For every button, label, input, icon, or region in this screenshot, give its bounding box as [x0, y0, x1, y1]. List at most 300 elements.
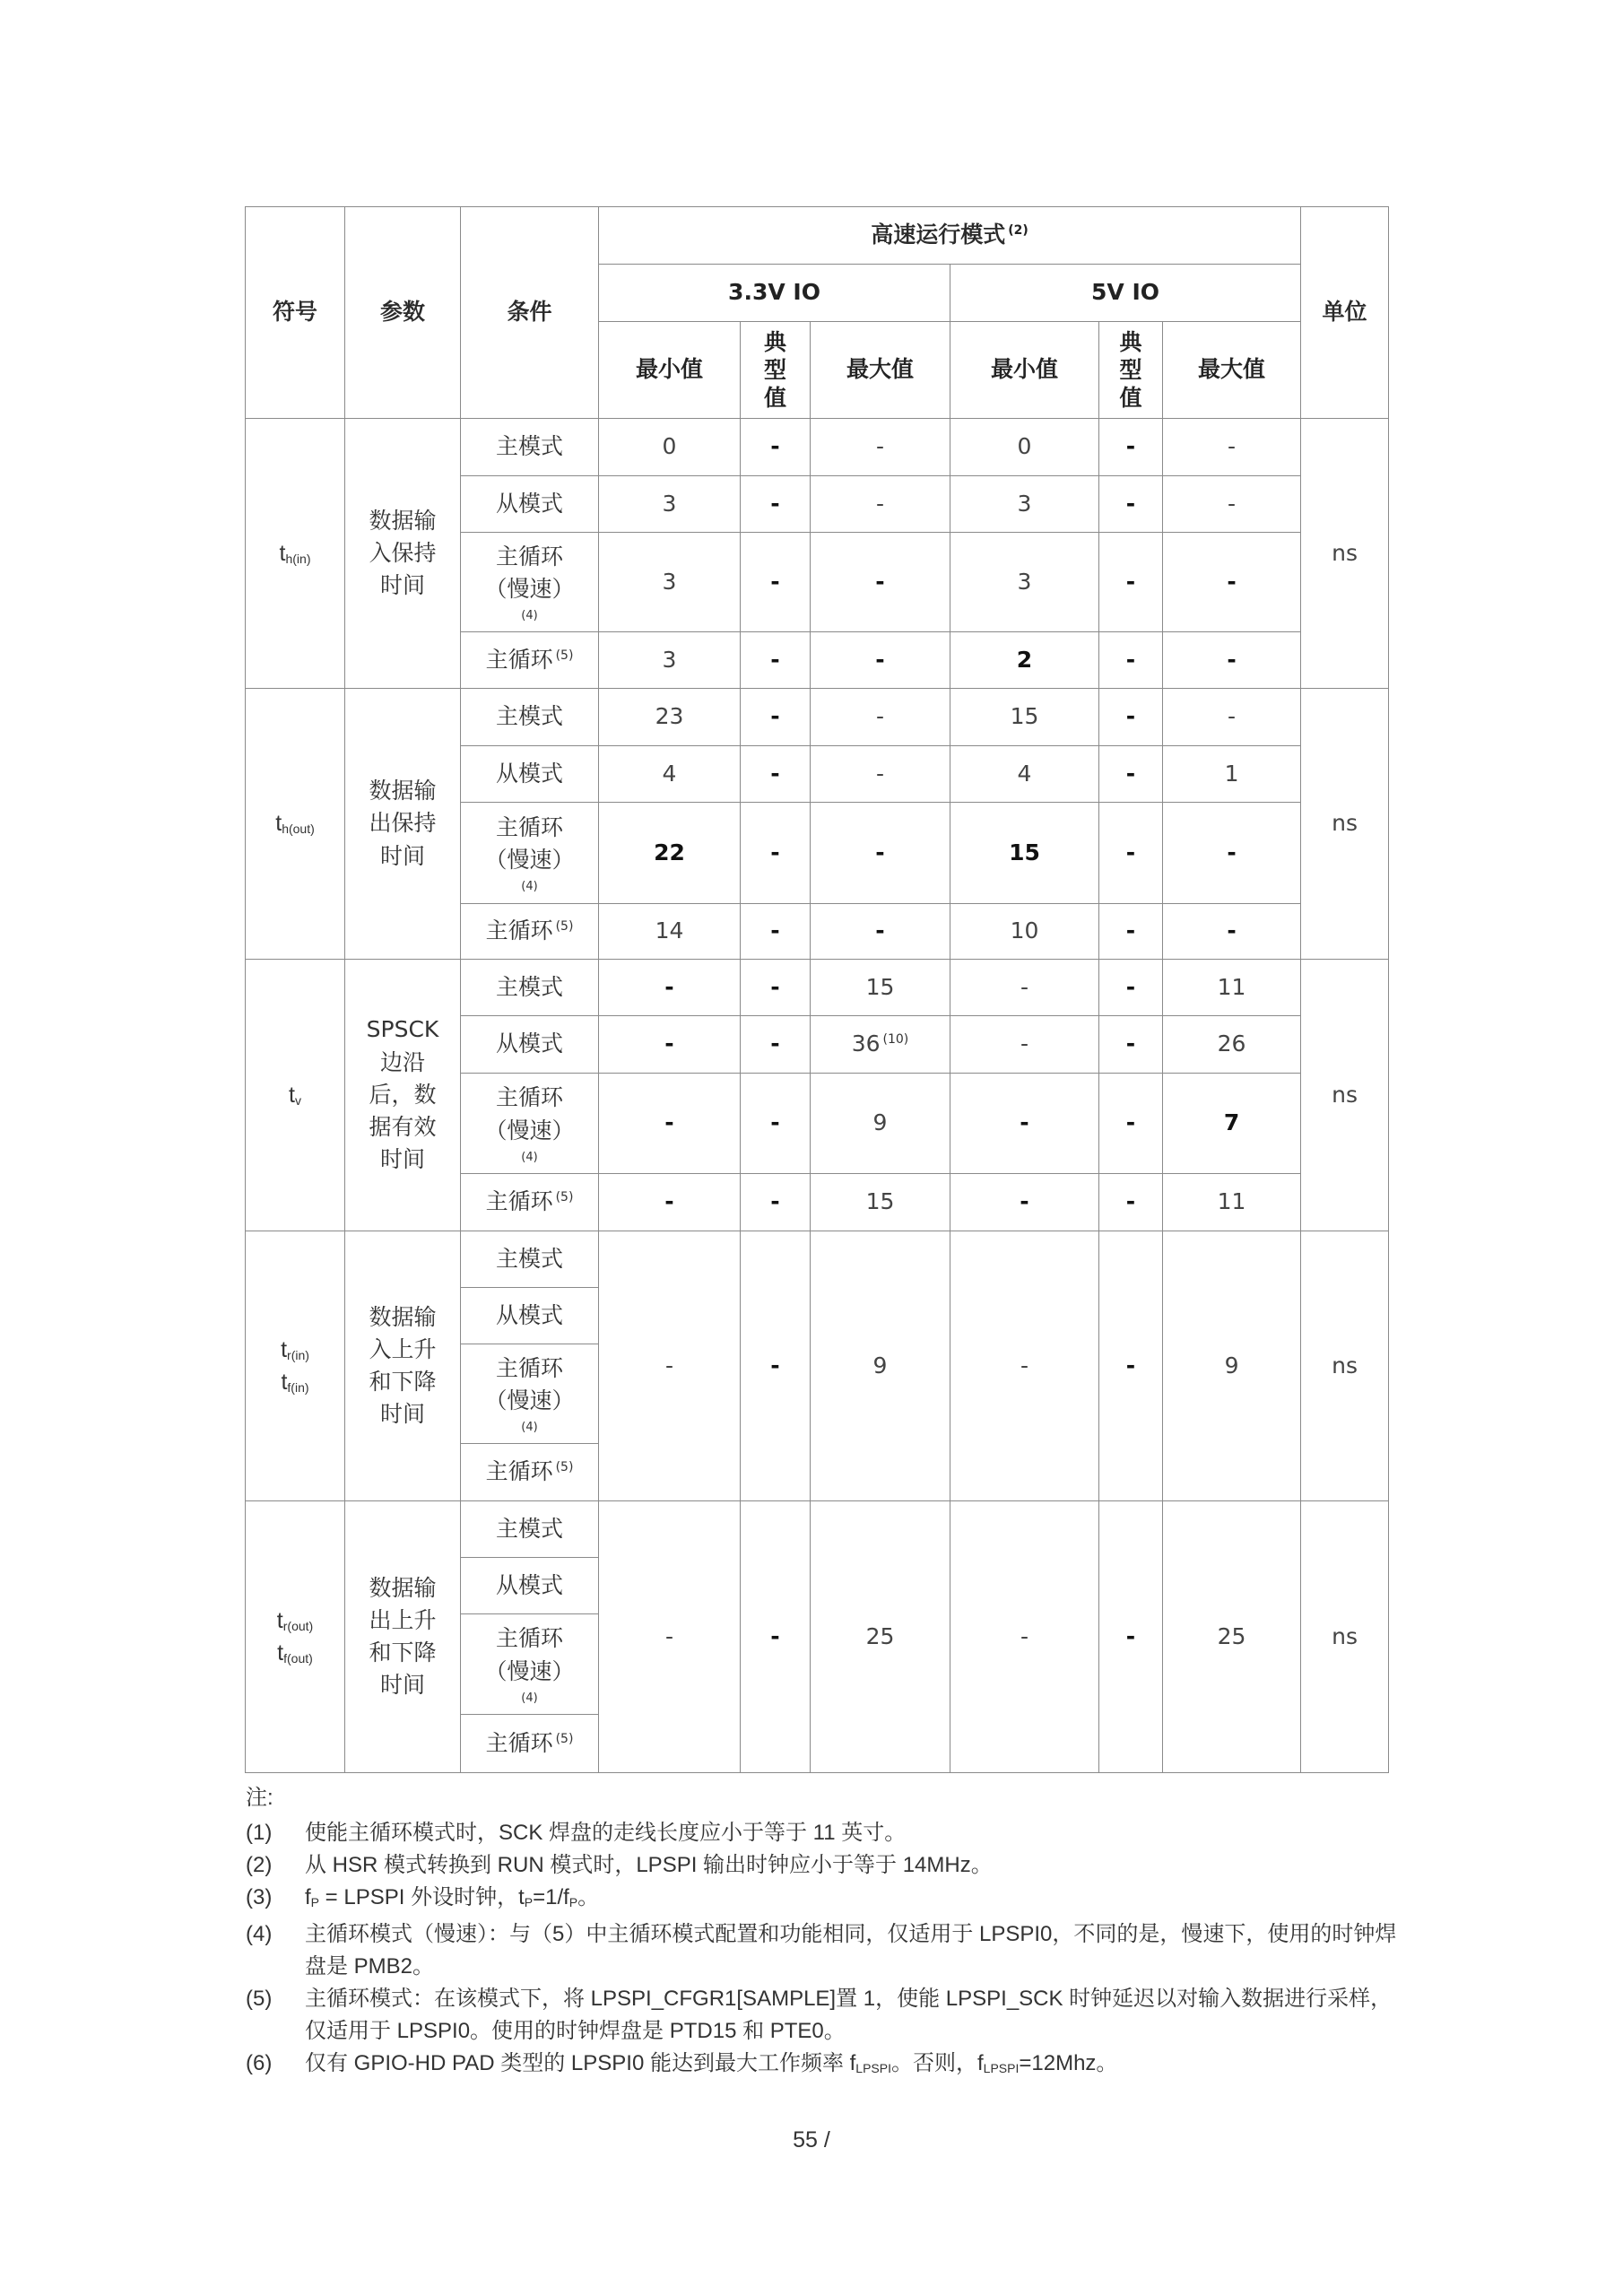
value-cell-typ33 — [741, 1501, 811, 1773]
value: - — [1020, 1622, 1029, 1649]
value: 23 — [655, 703, 684, 730]
note-text: 主循环模式：在该模式下，将 LPSPI_CFGR1[SAMPLE]置 1，使能 LPSPI_SCK 时钟延迟以对输入数据进行采样，仅适用于 LPSPI0。使用的时钟焊盘是 PTD15 和 PTE0。 — [305, 1987, 1393, 2043]
header-mode — [599, 207, 1301, 265]
symbol — [246, 1605, 344, 1637]
symbol-base: t — [276, 1607, 283, 1633]
value-cell-typ33 — [741, 533, 811, 632]
parameter-label: 数据输出上升和下降时间 — [369, 1574, 437, 1699]
value: - — [1227, 646, 1237, 673]
condition-cell — [461, 689, 599, 746]
value-cell-max5 — [1163, 746, 1301, 803]
header-typ-char: 典 — [1119, 328, 1142, 355]
header-typ-char: 值 — [763, 385, 786, 412]
value: - — [1227, 568, 1237, 595]
note-item — [246, 1849, 1411, 1882]
value-cell-min33 — [599, 1231, 741, 1501]
value-cell-typ5 — [1099, 746, 1163, 803]
value-cell-max33 — [811, 632, 950, 689]
value-cell-max5 — [1163, 632, 1301, 689]
condition-cell — [461, 533, 599, 632]
value-cell-min5 — [950, 1016, 1099, 1074]
table-row — [246, 419, 1389, 476]
parameter-label: 数据输入上升和下降时间 — [369, 1303, 437, 1428]
symbol-cell — [246, 1231, 345, 1501]
condition-cell — [461, 1074, 599, 1174]
condition-loop-slow-qualifier: （慢速） — [484, 1117, 575, 1144]
parameter-cell — [345, 689, 461, 960]
value-cell-max5 — [1163, 419, 1301, 476]
value-cell-max5 — [1163, 1016, 1301, 1074]
condition-cell — [461, 746, 599, 803]
value: 11 — [1217, 973, 1246, 1000]
header-typ-33v — [741, 322, 811, 419]
condition-master: 主模式 — [495, 433, 563, 460]
value-cell-max33 — [811, 1174, 950, 1231]
parameter-label: 数据输入保持时间 — [369, 507, 437, 599]
value: 9 — [872, 1352, 888, 1378]
value: 15 — [865, 973, 895, 1000]
note-subscript: LPSPI — [855, 2061, 891, 2075]
symbol-base: t — [289, 1082, 295, 1108]
note-number: (1) — [246, 1821, 273, 1845]
value-cell-min33 — [599, 1174, 741, 1231]
value: - — [770, 1352, 780, 1378]
unit-cell — [1301, 689, 1389, 960]
value-cell-typ5 — [1099, 1174, 1163, 1231]
note-text: 主循环模式（慢速）：与（5）中主循环模式配置和功能相同，仅适用于 LPSPI0，不同的是，慢速下，使用的时钟焊盘是 PMB2。 — [305, 1922, 1397, 1979]
header-condition — [461, 207, 599, 419]
value-cell-typ5 — [1099, 1231, 1163, 1501]
value: - — [1125, 1352, 1136, 1378]
value: - — [1125, 839, 1136, 865]
value-cell-min5 — [950, 533, 1099, 632]
symbol-cell — [246, 1501, 345, 1773]
unit: ns — [1332, 1352, 1358, 1378]
value: - — [664, 973, 674, 1000]
condition-loop-slow-qualifier: （慢速） — [484, 576, 575, 603]
value: - — [875, 703, 885, 730]
value: - — [770, 839, 780, 865]
header-max-label: 最大值 — [1198, 356, 1266, 383]
symbol-cell — [246, 960, 345, 1231]
condition-footnote: (4) — [521, 1421, 538, 1435]
condition-footnote: (4) — [521, 880, 538, 894]
condition-cell — [461, 419, 599, 476]
value: 10 — [1010, 918, 1039, 944]
symbol — [246, 1366, 344, 1398]
value-cell-min33 — [599, 689, 741, 746]
value: - — [770, 1109, 780, 1136]
condition-cell — [461, 1344, 599, 1444]
condition-cell — [461, 1174, 599, 1231]
symbol-base: t — [275, 811, 282, 837]
header-typ-label — [1099, 328, 1162, 413]
value-cell-typ5 — [1099, 904, 1163, 960]
note-item — [246, 1918, 1411, 1983]
header-io-33v — [599, 265, 950, 322]
header-min-label: 最小值 — [990, 356, 1058, 383]
value-cell-min33 — [599, 1074, 741, 1174]
value-cell-max33 — [811, 1074, 950, 1174]
condition-cell — [461, 1288, 599, 1344]
symbol — [246, 807, 344, 839]
header-typ-label — [741, 328, 810, 413]
condition-footnote: (5) — [555, 1190, 574, 1205]
condition-loop: 主循环 — [485, 918, 553, 944]
value-cell-typ33 — [741, 1016, 811, 1074]
value-cell-typ33 — [741, 689, 811, 746]
note-item — [246, 1817, 1411, 1849]
note-text-part: f — [305, 1885, 311, 1909]
value-cell-min5 — [950, 419, 1099, 476]
value: 4 — [662, 760, 677, 787]
condition-cell — [461, 904, 599, 960]
header-typ-char: 值 — [1119, 385, 1142, 412]
value: - — [770, 973, 780, 1000]
note-text-part: =1/f — [533, 1885, 569, 1909]
condition-cell — [461, 960, 599, 1016]
value-cell-min5 — [950, 689, 1099, 746]
value: - — [1227, 839, 1237, 865]
value-cell-min5 — [950, 904, 1099, 960]
notes-title: 注: — [246, 1786, 273, 1810]
condition-cell — [461, 803, 599, 904]
condition-master: 主模式 — [495, 973, 563, 1000]
header-max-33v — [811, 322, 950, 419]
value-cell-min5 — [950, 1074, 1099, 1174]
value-cell-min5 — [950, 476, 1099, 533]
symbol — [246, 1079, 344, 1111]
value: - — [1020, 1188, 1029, 1215]
header-typ-char: 型 — [763, 356, 786, 383]
symbol — [246, 537, 344, 570]
note-number: (2) — [246, 1853, 273, 1877]
value-cell-typ33 — [741, 1231, 811, 1501]
value: 36 — [851, 1031, 881, 1057]
value: - — [875, 433, 885, 460]
condition-cell — [461, 1444, 599, 1501]
value: - — [664, 1622, 674, 1649]
value-cell-max5 — [1163, 803, 1301, 904]
value: - — [875, 646, 885, 673]
value: - — [770, 760, 780, 787]
condition-footnote: (5) — [555, 1460, 574, 1475]
symbol-subscript: v — [294, 1092, 301, 1108]
value-cell-min33 — [599, 746, 741, 803]
value-cell-typ5 — [1099, 803, 1163, 904]
value: 3 — [1017, 490, 1032, 517]
condition-footnote: (5) — [555, 919, 574, 935]
value: 25 — [1217, 1622, 1246, 1649]
value-cell-max33 — [811, 689, 950, 746]
value-cell-max33 — [811, 476, 950, 533]
value: - — [1125, 918, 1136, 944]
header-io-5v-label: 5V IO — [1091, 279, 1160, 306]
value: - — [1227, 918, 1237, 944]
note-item — [246, 2048, 1411, 2084]
value-cell-min33 — [599, 803, 741, 904]
table-row — [246, 1501, 1389, 1558]
note-text: 使能主循环模式时，SCK 焊盘的走线长度应小于等于 11 英寸。 — [305, 1821, 907, 1845]
symbol-base: t — [281, 1336, 288, 1362]
value: 3 — [662, 568, 677, 595]
value: - — [1125, 1188, 1136, 1215]
value-cell-max33 — [811, 1016, 950, 1074]
value: - — [875, 568, 885, 595]
value: 4 — [1017, 760, 1032, 787]
value: - — [1125, 703, 1136, 730]
value-cell-typ5 — [1099, 1501, 1163, 1773]
value: - — [1125, 1031, 1136, 1057]
condition-loop-slow: 主循环 — [495, 1354, 563, 1381]
condition-loop: 主循环 — [485, 1458, 553, 1485]
value-cell-max5 — [1163, 1074, 1301, 1174]
spi-timing-spec-table — [245, 206, 1389, 1773]
value-cell-typ33 — [741, 632, 811, 689]
condition-loop-slow-qualifier: （慢速） — [484, 1387, 575, 1414]
note-subscript: P — [524, 1895, 534, 1909]
value: 26 — [1217, 1031, 1246, 1057]
unit: ns — [1332, 1622, 1358, 1649]
value: 11 — [1217, 1188, 1246, 1215]
value-cell-max5 — [1163, 476, 1301, 533]
value-cell-max5 — [1163, 1174, 1301, 1231]
header-unit — [1301, 207, 1389, 419]
value: - — [770, 490, 780, 517]
header-condition-label: 条件 — [507, 299, 552, 326]
unit: ns — [1332, 1081, 1358, 1108]
value-cell-min5 — [950, 1231, 1099, 1501]
value-cell-min5 — [950, 960, 1099, 1016]
value: - — [770, 1031, 780, 1057]
unit-cell — [1301, 960, 1389, 1231]
condition-loop-slow: 主循环 — [495, 1625, 563, 1652]
symbol — [246, 1334, 344, 1366]
value: - — [875, 839, 885, 865]
condition-footnote: (5) — [555, 1731, 574, 1746]
value-cell-max5 — [1163, 533, 1301, 632]
value-cell-typ5 — [1099, 960, 1163, 1016]
header-max-5v — [1163, 322, 1301, 419]
note-number: (6) — [246, 2051, 273, 2075]
symbol-cell — [246, 419, 345, 689]
condition-slave: 从模式 — [495, 1031, 563, 1057]
symbol-subscript: r(in) — [287, 1347, 309, 1362]
value: - — [770, 918, 780, 944]
value: - — [664, 1109, 674, 1136]
parameter-cell — [345, 1231, 461, 1501]
condition-loop-slow-qualifier: （慢速） — [484, 1657, 575, 1684]
value-cell-typ33 — [741, 476, 811, 533]
value-cell-min5 — [950, 632, 1099, 689]
condition-cell — [461, 1614, 599, 1715]
symbol-subscript: h(in) — [285, 551, 311, 566]
value: - — [1125, 568, 1136, 595]
parameter-cell — [345, 1501, 461, 1773]
condition-loop: 主循环 — [485, 1188, 553, 1215]
condition-footnote: (5) — [555, 648, 574, 663]
value-cell-min33 — [599, 960, 741, 1016]
value: - — [1228, 433, 1237, 460]
table-row — [246, 689, 1389, 746]
table-row — [246, 960, 1389, 1016]
note-text-part: 。 — [577, 1885, 600, 1909]
condition-loop: 主循环 — [485, 646, 553, 673]
value-cell-min33 — [599, 419, 741, 476]
symbol-cell — [246, 689, 345, 960]
value-cell-max5 — [1163, 1501, 1301, 1773]
parameter-label: SPSCK边沿后，数据有效时间 — [366, 1016, 439, 1173]
condition-loop-slow: 主循环 — [495, 543, 563, 570]
value-cell-typ33 — [741, 1174, 811, 1231]
condition-slave: 从模式 — [495, 1571, 563, 1598]
value: - — [875, 918, 885, 944]
value: - — [664, 1188, 674, 1215]
value: 7 — [1223, 1109, 1240, 1136]
header-io-33v-label: 3.3V IO — [728, 279, 820, 306]
header-symbol-label: 符号 — [272, 299, 317, 326]
condition-loop: 主循环 — [485, 1729, 553, 1756]
note-text — [305, 1882, 1411, 1918]
value: - — [1228, 490, 1237, 517]
value: - — [664, 1031, 674, 1057]
value-cell-min33 — [599, 1016, 741, 1074]
note-subscript: LPSPI — [983, 2061, 1020, 2075]
value-cell-min5 — [950, 746, 1099, 803]
value: - — [1020, 1109, 1029, 1136]
condition-master: 主模式 — [495, 1515, 563, 1542]
unit-cell — [1301, 1231, 1389, 1501]
value-cell-min33 — [599, 904, 741, 960]
value-cell-min33 — [599, 1501, 741, 1773]
value-cell-min5 — [950, 1174, 1099, 1231]
note-text-part: = LPSPI 外设时钟，t — [319, 1885, 525, 1909]
note-number: (5) — [246, 1987, 273, 2011]
value: 14 — [655, 918, 684, 944]
value: - — [875, 490, 885, 517]
header-unit-label: 单位 — [1322, 299, 1367, 326]
symbol-base: t — [279, 540, 286, 566]
condition-loop-slow: 主循环 — [495, 813, 563, 840]
value: 22 — [654, 839, 685, 865]
value: - — [875, 760, 885, 787]
condition-footnote: (4) — [521, 609, 538, 623]
value-cell-typ5 — [1099, 419, 1163, 476]
header-mode-footnote: (2) — [1008, 223, 1028, 239]
header-symbol — [246, 207, 345, 419]
condition-master: 主模式 — [495, 703, 563, 730]
condition-cell — [461, 632, 599, 689]
parameter-cell — [345, 419, 461, 689]
value: - — [1125, 1109, 1136, 1136]
unit: ns — [1332, 539, 1358, 566]
parameter-cell — [345, 960, 461, 1231]
condition-footnote: (4) — [521, 1691, 538, 1705]
header-min-5v — [950, 322, 1099, 419]
note-number: (3) — [246, 1885, 273, 1909]
header-typ-char: 典 — [763, 328, 786, 355]
condition-cell — [461, 1558, 599, 1614]
parameter-label: 数据输出保持时间 — [369, 778, 437, 869]
unit-cell — [1301, 419, 1389, 689]
header-typ-char: 型 — [1119, 356, 1142, 383]
value-cell-typ5 — [1099, 476, 1163, 533]
condition-loop-slow-qualifier: （慢速） — [484, 847, 575, 874]
value-cell-max33 — [811, 904, 950, 960]
value: - — [1125, 646, 1136, 673]
value-cell-max5 — [1163, 1231, 1301, 1501]
value-cell-min33 — [599, 533, 741, 632]
note-item — [246, 1983, 1411, 2048]
unit-cell — [1301, 1501, 1389, 1773]
notes-section — [246, 1783, 1411, 2084]
value: - — [1125, 490, 1136, 517]
value-cell-max33 — [811, 960, 950, 1016]
note-subscript: P — [568, 1895, 578, 1909]
value-cell-typ33 — [741, 419, 811, 476]
value: 9 — [1224, 1352, 1239, 1378]
value: 0 — [1017, 433, 1032, 460]
value: 0 — [662, 433, 677, 460]
condition-cell — [461, 1715, 599, 1773]
symbol-base: t — [281, 1370, 288, 1395]
value-cell-min33 — [599, 476, 741, 533]
symbol-subscript: h(out) — [282, 822, 315, 837]
header-mode-label: 高速运行模式 — [871, 222, 1006, 248]
condition-cell — [461, 1231, 599, 1288]
value: - — [770, 433, 780, 460]
value: 9 — [872, 1109, 888, 1136]
value-cell-max33 — [811, 419, 950, 476]
value-cell-typ33 — [741, 803, 811, 904]
value: - — [664, 1352, 674, 1378]
symbol-subscript: r(out) — [282, 1618, 314, 1633]
header-min-label: 最小值 — [635, 356, 703, 383]
condition-slave: 从模式 — [495, 760, 563, 787]
value: - — [770, 568, 780, 595]
unit: ns — [1332, 810, 1358, 837]
header-typ-5v — [1099, 322, 1163, 419]
value: - — [770, 1188, 780, 1215]
value-footnote: (10) — [882, 1032, 909, 1048]
value: - — [1125, 1622, 1136, 1649]
condition-cell — [461, 1501, 599, 1558]
value-cell-max33 — [811, 803, 950, 904]
value: 3 — [662, 490, 677, 517]
condition-cell — [461, 476, 599, 533]
value: - — [770, 646, 780, 673]
note-item — [246, 1882, 1411, 1918]
condition-master: 主模式 — [495, 1245, 563, 1272]
value: 1 — [1224, 760, 1239, 787]
value: - — [1020, 1031, 1029, 1057]
value: 3 — [1017, 568, 1032, 595]
note-number: (4) — [246, 1922, 273, 1946]
value: 15 — [1010, 703, 1039, 730]
condition-slave: 从模式 — [495, 490, 563, 517]
value-cell-typ33 — [741, 960, 811, 1016]
value-cell-max5 — [1163, 689, 1301, 746]
value: - — [1125, 760, 1136, 787]
value: - — [1020, 1352, 1029, 1378]
value-cell-max5 — [1163, 904, 1301, 960]
condition-loop-slow: 主循环 — [495, 1084, 563, 1111]
value: - — [1125, 433, 1136, 460]
value-cell-min5 — [950, 803, 1099, 904]
value-cell-max33 — [811, 1231, 950, 1501]
note-text — [305, 2048, 1411, 2084]
value-cell-max33 — [811, 746, 950, 803]
